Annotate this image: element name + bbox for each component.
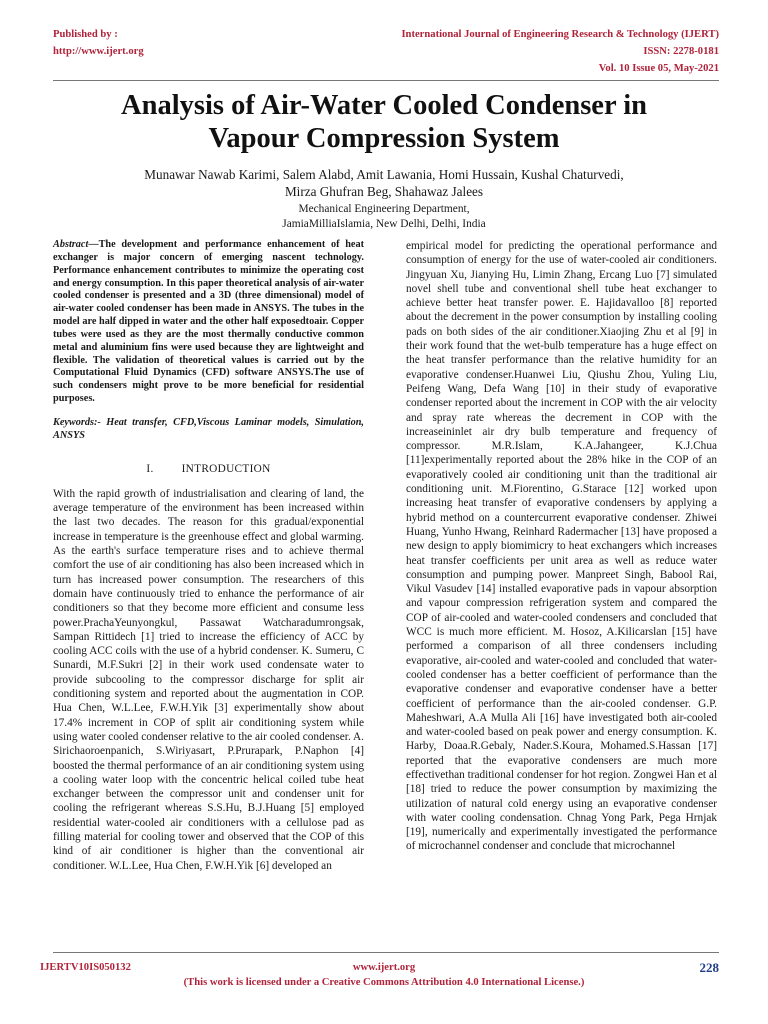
paper-title xyxy=(40,89,728,155)
keywords: Keywords:- Heat transfer, CFD,Viscous Laminar models, Simulation, ANSYS xyxy=(53,416,364,441)
affiliation-line-1: Mechanical Engineering Department, xyxy=(298,203,470,215)
header-publisher xyxy=(53,26,144,60)
title-line-1: Analysis of Air-Water Cooled Condenser in xyxy=(121,90,647,121)
journal-url-link[interactable]: http://www.ijert.org xyxy=(53,46,144,57)
intro-paragraph-right: empirical model for predicting the operational performance and consumption of energy for the use of water-cooled air conditioners. Jingyuan Xu, Jianying Hu, Limin Zhang, Ercang Luo [7] simulated novel shell tube and conventional shell tube heat exchanger to achieve better heat transfer power. E. Hajidavalloo [8] reported about the decrement in the power consumption by installing cooling pads on both sides of the air conditioner.Xiaojing Zhu et al [9] in their work found that the wet-bulb temperature has a huge effect on the heat transfer performance than the relative humidity for an evaporative condenser.Huanwei Liu, Qiushu Zhou, Yuling Liu, Peifeng Wang, Defa Wang [10] in their study of evaporative condenser reported about the increment in COP with the air velocity and spray rate whereas the decrement in COP with the increaseininlet air dry bulb temperature and frequency of compressor. M.R.Islam, K.A.Jahangeer, K.J.Chua [11]experimentally reported about the 28% hike in the COP of an evaporatively cooled air conditioning unit than the traditional air conditioning unit. M.Fiorentino, G.Starace [12] worked upon increasing heat transfer of evaporative condensers by applying a hybrid method on a countercurrent evaporative condenser. Zhiwei Huang, Yunho Hwang, Reinhard Radermacher [13] have proposed a new design to apply biomimicry to heat exchangers which increases heat transfer coefficients per unit area as well as reduce water consumption and pumping power. Manpreet Singh, Babool Rai, Vikul Vasudev [14] installed evaporative pads in vapour absorption and vapour compression refrigeration system and compared the COP of air-cooled and water-cooled condensers and concluded that WCC is much more efficient. M. Hosoz, A.Kilicarslan [15] have performed a comparison of all three condensers including evaporative, air-cooled and water-cooled and concluded that water-cooled condenser has a better coefficient of performance than the evaporative condenser and evaporative condenser have a better coefficient of performance than the air-cooled condenser. G.P. Maheshwari, A.A Mulla Ali [16] have investigated both air-cooled and water-cooled based on peak power and energy consumption. K. Harby, Doaa.R.Gebaly, Nader.S.Koura, Mohamed.S.Hassan [17] reported that the evaporative condensers are much more effectivethan traditional condenser for hot region. Zongwei Han et al [18] tried to reduce the power consumption by maximizing the utilization of natural cold energy using an evaporative condenser with water cooling condensation. Chnag Yong Park, Pega Hrnjak [19], numerically and experimentally investigated the performance of microchannel condenser and conclude that microchannel xyxy=(406,240,717,853)
footer-url-link[interactable]: www.ijert.org xyxy=(352,962,416,973)
footer-divider xyxy=(53,952,719,953)
intro-paragraph-left: With the rapid growth of industrialisation and clearing of land, the average temperature of the environment has been increased within the last two decades. The reason for this gradual/exponential increase in temperature is the greenhouse effect and global warming. As the earth's surface temperature rises and to achieve thermal comfort the use of air conditioning has also been increased which in turn has increased power consumption. The researchers of this domain have continuously tried to enhance the performance of air conditioners so that they become more efficient and consume less power.PrachaYeunyongkul, Passawat Watcharadumrongsak, Sampan Rittidech [1] tried to increase the efficiency of ACC by cooling ACC coils with the use of a hybrid condenser. K. Sumeru, C Sunardi, M.F.Sukri [2] in their work used condensate water to provide subcooling to the compressor discharge for split air conditioning system and reported about the augmentation in COP. Hua Chen, W.L.Lee, F.W.H.Yik [3] experimentally show about 17.4% increment in COP of split air conditioning system while using water cooled condenser relative to the air cooled condenser. A. Sirichaoroenpanich, S.Wiriyasart, P.Prurapark, P.Naphon [4] boosted the thermal performance of an air conditioning system using a cooling water loop with the concentric helical coiled tube heat exchanger between the compressor unit and condenser unit for cooling the refrigerant whereas S.S.Hu, B.J.Huang [5] employed residential water-cooled air conditioners with a cellulose pad as filling material for cooling tower and observed that the COP of this kind of air conditioner is higher than the conventional air conditioner. W.L.Lee, Hua Chen, F.W.H.Yik [6] developed an xyxy=(53,487,364,872)
authors-line-2: Mirza Ghufran Beg, Shahawaz Jalees xyxy=(284,184,484,199)
section-heading xyxy=(53,462,364,476)
left-column xyxy=(53,239,364,873)
abstract xyxy=(53,239,364,406)
authors-line-1: Munawar Nawab Karimi, Salem Alabd, Amit Lawania, Homi Hussain, Kushal Chaturvedi, xyxy=(144,167,624,182)
affiliation-line-2: JamiaMilliaIslamia, New Delhi, Delhi, India xyxy=(282,218,486,230)
abstract-label: Abstract xyxy=(53,239,89,250)
published-by-label: Published by : xyxy=(53,29,118,40)
volume-issue: Vol. 10 Issue 05, May-2021 xyxy=(598,63,719,74)
affiliation xyxy=(60,202,708,232)
header-divider xyxy=(53,80,719,81)
right-column xyxy=(406,239,717,854)
page-number: 228 xyxy=(699,960,719,975)
footer-paper-id: IJERTV10IS050132 xyxy=(40,962,131,973)
section-title: INTRODUCTION xyxy=(181,462,271,475)
authors xyxy=(60,166,708,200)
section-number: I. xyxy=(146,462,154,475)
abstract-text: —The development and performance enhancement of heat exchanger is major concern of emerging nascent technology. Performance enhancement contributes to minimize the operating cost and energy consumption. In this paper theoretical analysis of air-water cooled condenser is presented and a 3D (three dimensional) model of air-water cooled condenser has been made in ANSYS. The tubes in the model are half dipped in water and the other half exposedtoair. Copper tubes were used as they are the most thermally conductive common metal and aluminium fins were used because they are lightweight and flexible. The validation of theoretical values is carried out by the Computational Fluid Dynamics (CFD) software ANSYS.The use of such condensers might prove to be more beneficial for residential purposes. xyxy=(53,239,364,405)
header-journal xyxy=(401,26,719,77)
issn: ISSN: 2278-0181 xyxy=(643,46,719,57)
title-line-2: Vapour Compression System xyxy=(208,123,560,154)
license-notice: (This work is licensed under a Creative Commons Attribution 4.0 International License.) xyxy=(183,977,585,988)
journal-name: International Journal of Engineering Research & Technology (IJERT) xyxy=(401,29,719,40)
